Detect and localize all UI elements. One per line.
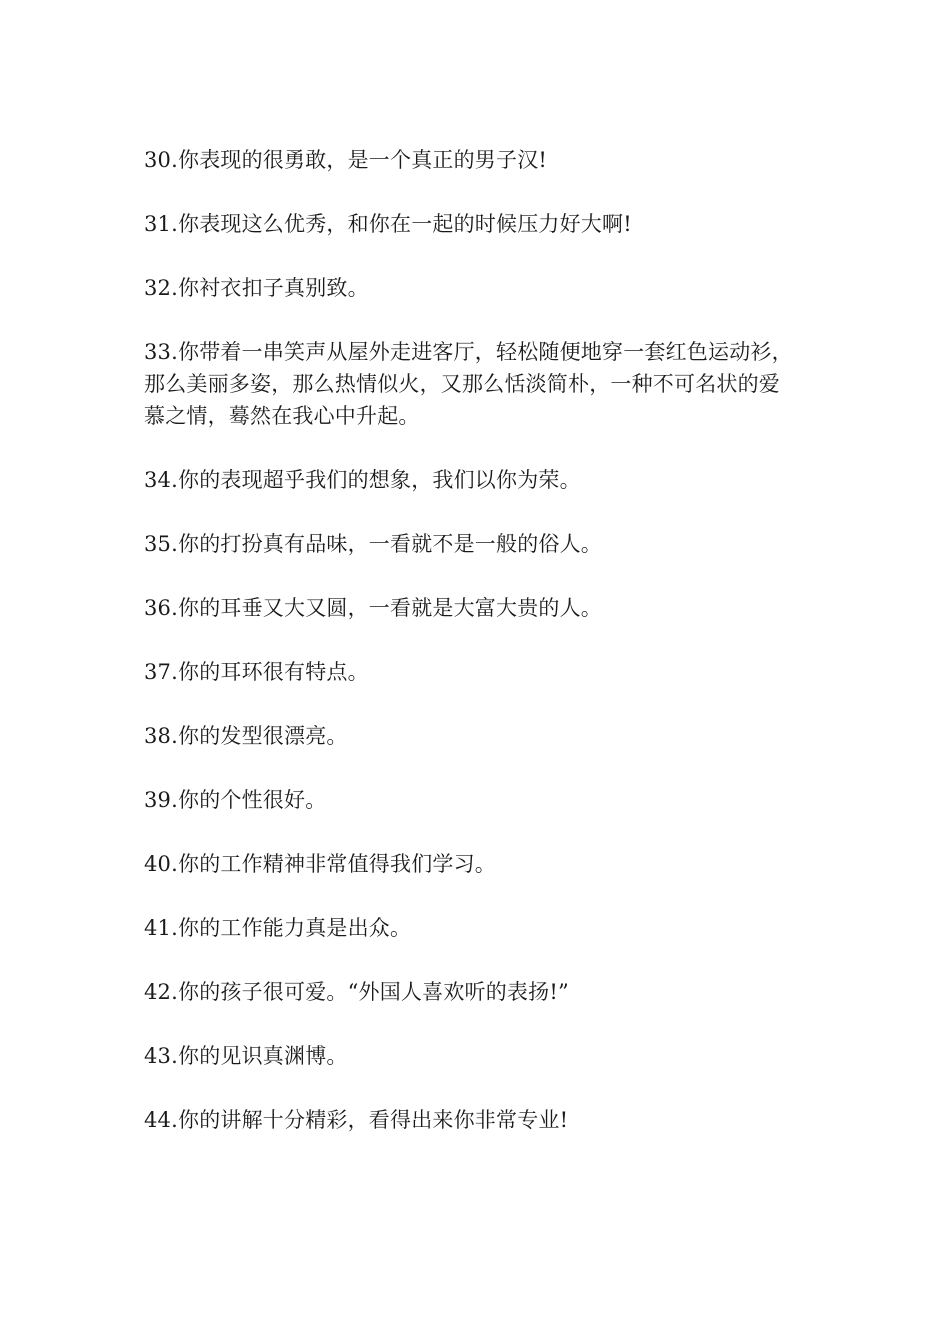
list-item-31: 31.你表现这么优秀，和你在一起的时候压力好大啊!: [144, 212, 632, 236]
list-item-42: 42.你的孩子很可爱。“外国人喜欢听的表扬!”: [144, 980, 569, 1004]
list-item-33: 33.你带着一串笑声从屋外走进客厅，轻松随便地穿一套红色运动衫，那么美丽多姿，那么热情似火，又那么恬淡简朴，一种不可名状的爱慕之情，蓦然在我心中升起。: [144, 340, 793, 428]
list-item-32: 32.你衬衣扣子真别致。: [144, 276, 369, 300]
list-item-34: 34.你的表现超乎我们的想象，我们以你为荣。: [144, 468, 581, 492]
list-item-40: 40.你的工作精神非常值得我们学习。: [144, 852, 496, 876]
list-item-38: 38.你的发型很漂亮。: [144, 724, 348, 748]
list-item-37: 37.你的耳环很有特点。: [144, 660, 369, 684]
list-item-41: 41.你的工作能力真是出众。: [144, 916, 412, 940]
list-item-30: 30.你表现的很勇敢，是一个真正的男子汉!: [144, 148, 548, 172]
list-item-36: 36.你的耳垂又大又圆，一看就是大富大贵的人。: [144, 596, 602, 620]
list-item-43: 43.你的见识真渊博。: [144, 1044, 348, 1068]
compliment-list: [144, 144, 804, 1168]
list-item-35: 35.你的打扮真有品味，一看就不是一般的俗人。: [144, 532, 602, 556]
list-item-39: 39.你的个性很好。: [144, 788, 327, 812]
list-item-44: 44.你的讲解十分精彩，看得出来你非常专业!: [144, 1108, 569, 1132]
